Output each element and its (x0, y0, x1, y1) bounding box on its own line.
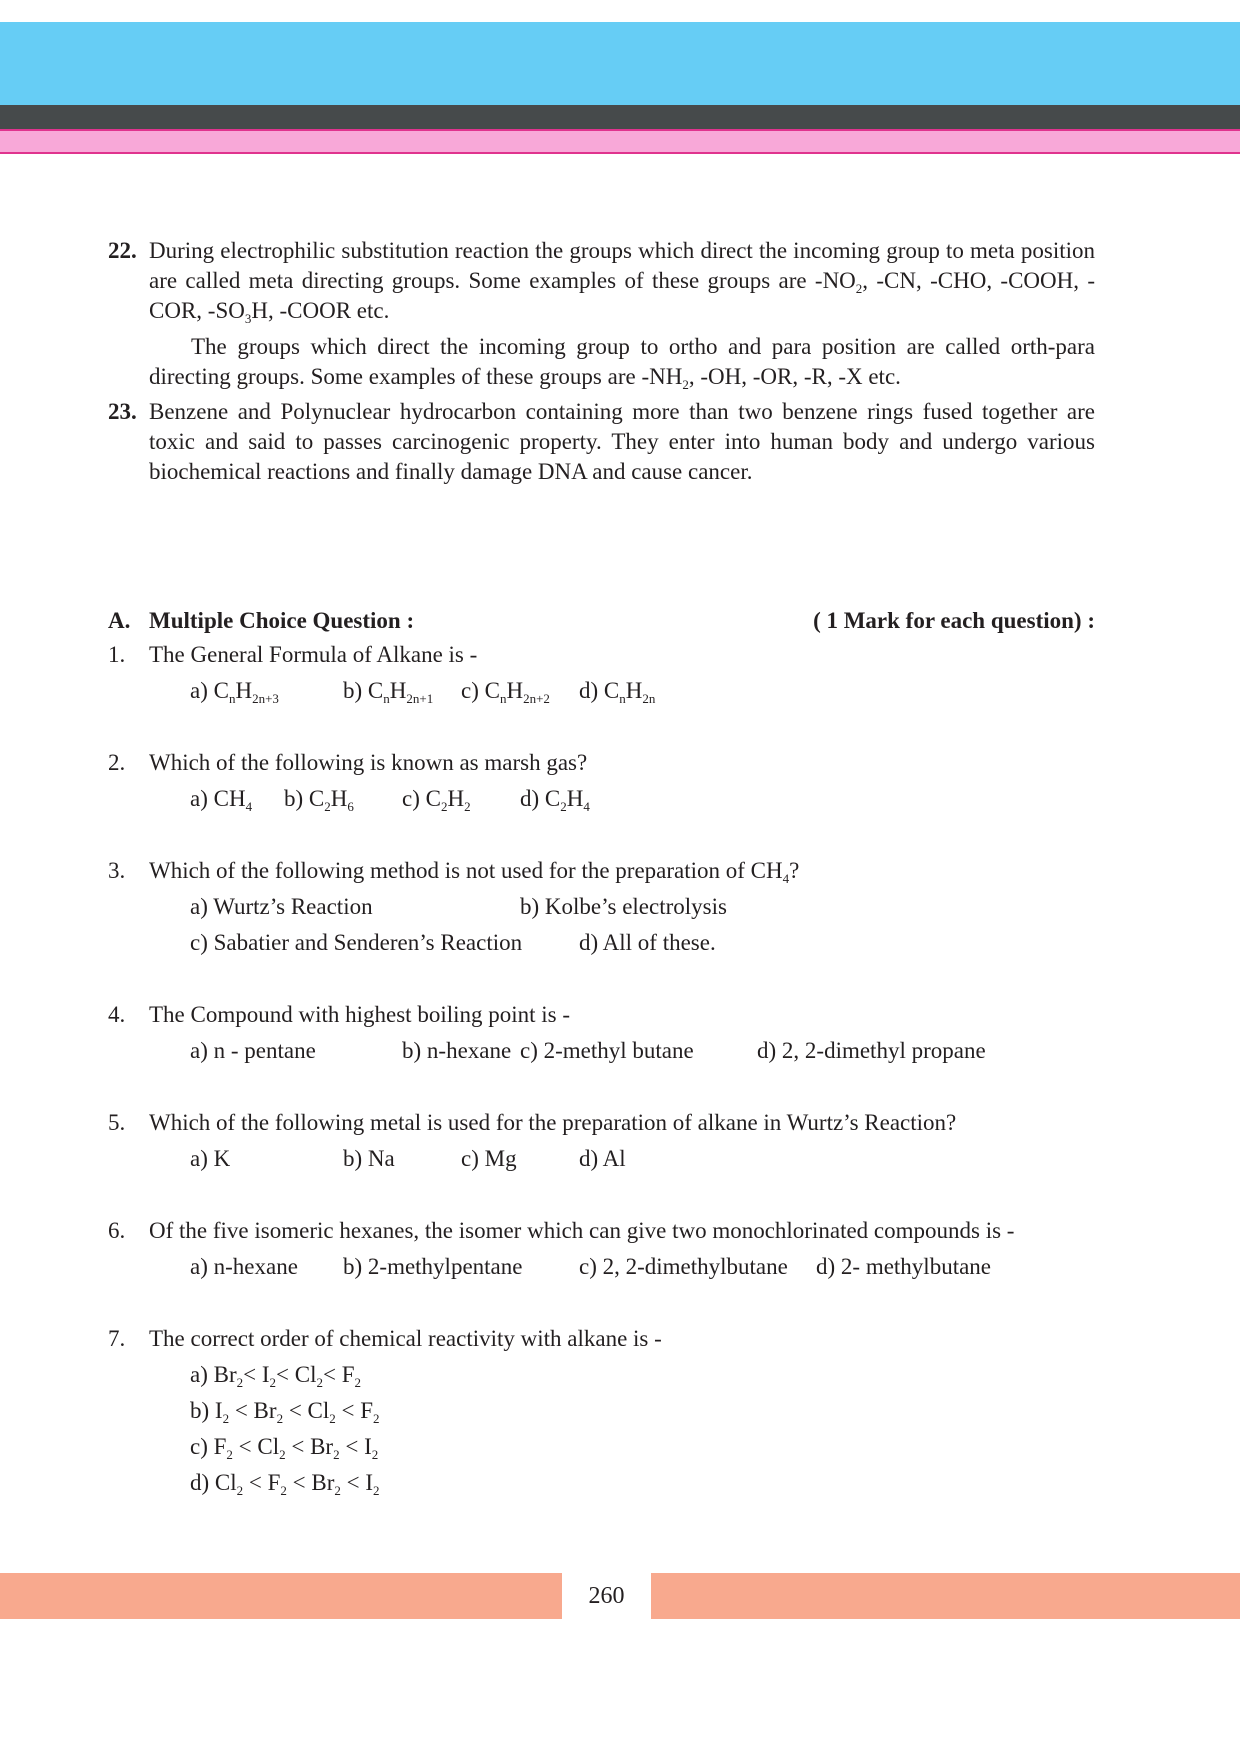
header-band-line (0, 152, 1240, 154)
option-b: b) $C_2H_6$ (284, 786, 354, 814)
question-3 (108, 853, 1095, 961)
question-2 (108, 745, 1095, 817)
question-number: 4. (108, 1002, 126, 1027)
question-6 (108, 1213, 1095, 1285)
answer-paragraph: During electrophilic substitution reaction the groups which direct the incoming group to meta position are called meta directing groups. Some examples of these groups are $-NO_2$, -CN, -CHO, -COOH, -COR, $-SO_3H$, -COOR etc. (149, 238, 1095, 326)
question-options (190, 1141, 1095, 1177)
option-a: a) n-hexane (190, 1254, 298, 1279)
option-c: c) 2, 2-dimethylbutane (579, 1254, 788, 1279)
question-text: Which of the following is known as marsh gas? (149, 750, 588, 775)
question-number: 5. (108, 1110, 126, 1135)
question-options (190, 1249, 1095, 1285)
section-letter: A. (108, 608, 131, 633)
answer-paragraph: The groups which direct the incoming group to ortho and para position are called orth-para directing groups. Some examples of these groups are $-NH_2$, -OH, -OR, -R, -X etc. (149, 334, 1095, 392)
answer-number: 22. (108, 238, 137, 263)
section-title: Multiple Choice Question : (149, 608, 415, 633)
question-1 (108, 637, 1095, 709)
answer-23 (108, 397, 1095, 487)
footer-band-right (651, 1573, 1240, 1619)
question-text: Which of the following metal is used for the preparation of alkane in Wurtz’s Reaction? (149, 1110, 957, 1135)
option-d: d) $C_2H_4$ (520, 786, 590, 814)
question-text: The correct order of chemical reactivity with alkane is - (149, 1326, 662, 1351)
question-options (190, 1033, 1095, 1069)
answer-22 (108, 236, 1095, 392)
header-band-dark (0, 105, 1240, 129)
question-number: 3. (108, 858, 126, 883)
option-c: c) Sabatier and Senderen’s Reaction (190, 930, 523, 955)
header-band-blue (0, 22, 1240, 105)
option-c: c) 2-methyl butane (520, 1038, 694, 1063)
option-d: d) $Cl_2 < F_2 < Br_2 < I_2$ (190, 1470, 380, 1498)
option-b: b) 2-methylpentane (343, 1254, 523, 1279)
option-a: a) n - pentane (190, 1038, 316, 1063)
question-options (190, 781, 1095, 817)
option-c: c) $F_2 < Cl_2 < Br_2 < I_2$ (190, 1434, 379, 1462)
question-options (190, 889, 1095, 925)
option-d: d) 2, 2-dimethyl propane (757, 1038, 986, 1063)
question-text: Of the five isomeric hexanes, the isomer which can give two monochlorinated compounds is - (149, 1218, 1015, 1243)
option-b: b) Kolbe’s electrolysis (520, 894, 727, 919)
option-d: d) $C_nH_{2n}$ (579, 678, 656, 706)
question-number: 1. (108, 642, 126, 667)
question-options (190, 673, 1095, 709)
option-d: d) 2- methylbutane (816, 1254, 992, 1279)
question-4 (108, 997, 1095, 1069)
option-b: b) $C_nH_{2n+1}$ (343, 678, 434, 706)
answer-number: 23. (108, 399, 137, 424)
header-band-pink (0, 129, 1240, 153)
section-marks: ( 1 Mark for each question) : (813, 608, 1095, 633)
option-d: d) All of these. (579, 930, 716, 955)
option-b: b) $I_2 < Br_2 < Cl_2 < F_2$ (190, 1398, 380, 1426)
question-text: The General Formula of Alkane is - (149, 642, 478, 667)
answer-paragraph: Benzene and Polynuclear hydrocarbon containing more than two benzene rings fused together are toxic and said to passes carcinogenic property. They enter into human body and undergo various biochemical reactions and finally damage DNA and cause cancer. (149, 399, 1095, 484)
question-number: 7. (108, 1326, 126, 1351)
question-7 (108, 1321, 1095, 1501)
footer-band-left (0, 1573, 562, 1619)
option-a: a) $C_nH_{2n+3}$ (190, 678, 279, 706)
section-heading (108, 605, 1095, 637)
option-b: b) Na (343, 1146, 395, 1171)
question-text: Which of the following method is not used for the preparation of $CH_4$? (149, 858, 800, 886)
option-b: b) n-hexane (402, 1038, 512, 1063)
option-a: a) K (190, 1146, 231, 1171)
option-c: c) $C_2H_2$ (402, 786, 471, 814)
option-d: d) Al (579, 1146, 626, 1171)
question-text: The Compound with highest boiling point is - (149, 1002, 571, 1027)
option-c: c) Mg (461, 1146, 517, 1171)
page-content (108, 236, 1095, 1501)
option-c: c) $C_nH_{2n+2}$ (461, 678, 550, 706)
option-a: a) $CH_4$ (190, 786, 253, 814)
question-number: 2. (108, 750, 126, 775)
question-number: 6. (108, 1218, 126, 1243)
option-a: a) $Br_2< I_2< Cl_2< F_2$ (190, 1362, 361, 1390)
question-options (190, 1357, 1095, 1501)
option-a: a) Wurtz’s Reaction (190, 894, 373, 919)
question-5 (108, 1105, 1095, 1177)
page-number: 260 (588, 1583, 625, 1609)
question-options (190, 925, 1095, 961)
